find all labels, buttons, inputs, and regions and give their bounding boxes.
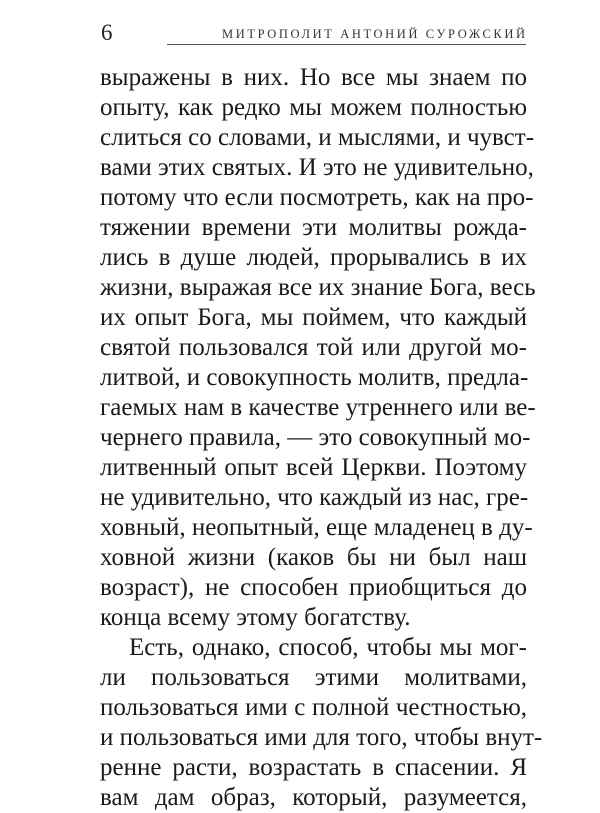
text-line: пользоваться ими с полной честностью,: [100, 694, 527, 721]
text-line: слиться со словами, и мыслями, и чувст-: [100, 124, 535, 151]
text-line: ховный, неопытный, еще младенец в ду-: [100, 514, 533, 541]
text-line: литвенный опыт всей Церкви. Поэтому: [100, 454, 527, 481]
text-line: чернего правила, — это совокупный мо-: [100, 424, 531, 451]
text-line: святой пользовался той или другой мо-: [100, 334, 527, 361]
text-line: ли пользоваться этими молитвами,: [100, 664, 527, 691]
header-rule: [167, 44, 526, 45]
text-line: вами этих святых. И это не удивительно,: [100, 154, 534, 181]
text-line: гаемых нам в качестве утреннего или ве-: [100, 394, 536, 421]
text-line: выражены в них. Но все мы знаем по: [100, 64, 527, 91]
text-line: не удивительно, что каждый из нас, гре-: [100, 484, 529, 511]
text-line: потому что если посмотреть, как на про-: [100, 184, 534, 211]
text-line: литвой, и совокупность молитв, предла-: [100, 364, 529, 391]
running-head: МИТРОПОЛИТ АНТОНИЙ СУРОЖСКИЙ: [222, 27, 528, 41]
text-line: опыту, как редко мы можем полностью: [100, 94, 527, 121]
body-text: [100, 63, 543, 813]
text-line: их опыт Бога, мы поймем, что каждый: [100, 304, 527, 331]
text-line: ренне расти, возрастать в спасении. Я: [100, 754, 527, 781]
text-line: жизни, выражая все их знание Бога, весь: [100, 274, 536, 301]
text-line: конца всему этому богатству.: [100, 604, 411, 631]
text-line: тяжении времени эти молитвы рожда-: [100, 214, 527, 241]
text-line: ховной жизни (каков бы ни был наш: [100, 544, 527, 571]
text-line: возраст), не способен приобщиться до: [100, 574, 527, 601]
text-line: Есть, однако, способ, чтобы мы мог-: [129, 634, 527, 661]
text-line: и пользоваться ими для того, чтобы внут-: [100, 724, 543, 751]
text-line: лись в душе людей, прорывались в их: [100, 244, 527, 271]
page-number: 6: [101, 20, 113, 45]
text-line: вам дам образ, который, разумеется,: [100, 784, 527, 811]
